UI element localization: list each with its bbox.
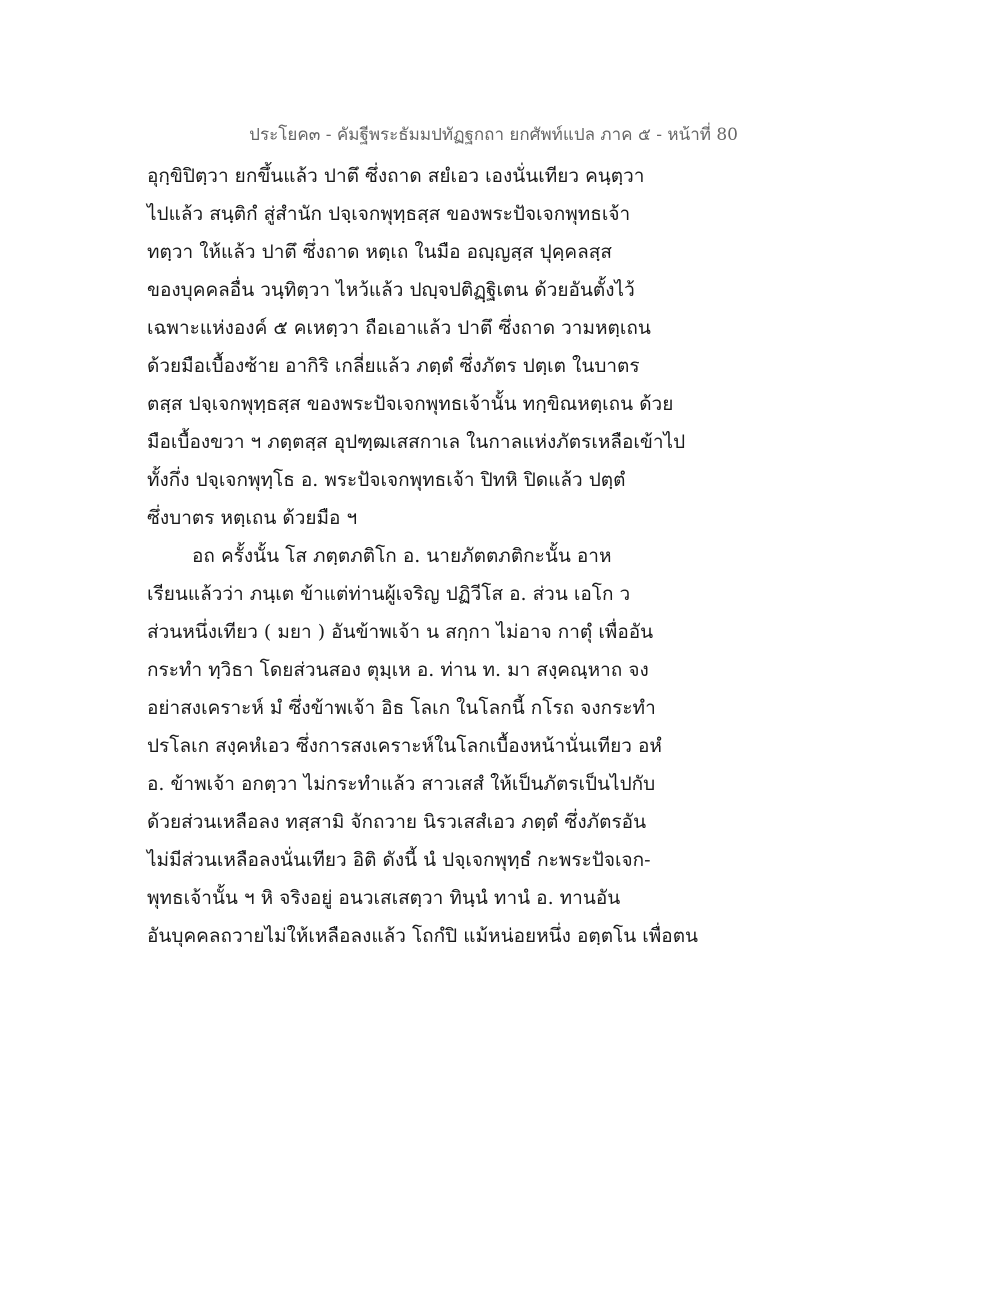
text-line: พุทธเจ้านั้น ฯ หิ จริงอยู่ อนวเสเสตฺวา ทินฺนํ ทานํ อ. ทานอัน xyxy=(147,887,621,909)
paragraph-2 xyxy=(147,537,717,955)
text-line: เฉพาะแห่งองค์ ๕ คเหตฺวา ถือเอาแล้ว ปาตึ ซึ่งถาด วามหตฺเถน xyxy=(147,317,651,339)
text-line: อถ ครั้งนั้น โส ภตฺตภติโก อ. นายภัตตภติกะนั้น อาห xyxy=(192,545,612,567)
text-line: ด้วยมือเบื้องซ้าย อากิริ เกลี่ยแล้ว ภตฺตํ ซึ่งภัตร ปตฺเต ในบาตร xyxy=(147,355,640,377)
text-line: ตสฺส ปจฺเจกพุทฺธสฺส ของพระปัจเจกพุทธเจ้านั้น ทกฺขิณหตฺเถน ด้วย xyxy=(147,393,674,415)
text-line: ด้วยส่วนเหลือลง ทสฺสามิ จักถวาย นิรวเสสํเอว ภตฺตํ ซึ่งภัตรอัน xyxy=(147,811,647,833)
text-line: อุกฺขิปิตฺวา ยกขึ้นแล้ว ปาตึ ซึ่งถาด สยํเอว เองนั่นเทียว คนฺตฺวา xyxy=(147,165,645,187)
text-line: ของบุคคลอื่น วนฺทิตฺวา ไหว้แล้ว ปญฺจปติฏฺฐิเตน ด้วยอันตั้งไว้ xyxy=(147,279,635,301)
text-line: อ. ข้าพเจ้า อกตฺวา ไม่กระทำแล้ว สาวเสสํ ให้เป็นภัตรเป็นไปกับ xyxy=(147,773,656,795)
text-line: อย่าสงเคราะห์ มํ ซึ่งข้าพเจ้า อิธ โลเก ในโลกนี้ กโรถ จงกระทำ xyxy=(147,697,656,719)
text-line: ไปแล้ว สนฺติกํ สู่สำนัก ปจฺเจกพุทฺธสฺส ของพระปัจเจกพุทธเจ้า xyxy=(147,203,631,225)
text-line: ทตฺวา ให้แล้ว ปาตึ ซึ่งถาด หตฺเถ ในมือ อญฺญสฺส ปุคฺคลสฺส xyxy=(147,241,612,263)
text-line: ส่วนหนึ่งเทียว ( มยา ) อันข้าพเจ้า น สกฺกา ไม่อาจ กาตุํ เพื่ออัน xyxy=(147,621,654,643)
text-line: ไม่มีส่วนเหลือลงนั่นเทียว อิติ ดังนี้ นํ ปจฺเจกพุทฺธํ กะพระปัจเจก- xyxy=(147,849,651,871)
text-line: ทั้งกึ่ง ปจฺเจกพุทฺโธ อ. พระปัจเจกพุทธเจ้า ปิทหิ ปิดแล้ว ปตฺตํ xyxy=(147,469,626,491)
text-line: เรียนแล้วว่า ภนฺเต ข้าแต่ท่านผู้เจริญ ปฏิวีโส อ. ส่วน เอโก ว xyxy=(147,583,631,605)
text-line: ปรโลเก สงฺคหํเอว ซึ่งการสงเคราะห์ในโลกเบื้องหน้านั่นเทียว อหํ xyxy=(147,735,662,757)
text-line: กระทำ ทฺวิธา โดยส่วนสอง ตุมฺเห อ. ท่าน ท. มา สงฺคณฺหาถ จง xyxy=(147,659,649,681)
text-line: ซึ่งบาตร หตฺเถน ด้วยมือ ฯ xyxy=(147,507,358,529)
body-text xyxy=(147,157,717,955)
running-header: ประโยค๓ - คัมฐีพระธัมมปทัฏฐกถา ยกศัพท์แปล ภาค ๕ - หน้าที่ 80 xyxy=(249,125,738,145)
paragraph-1 xyxy=(147,157,717,537)
text-line: มือเบื้องขวา ฯ ภตฺตสฺส อุปฑฺฒเสสกาเล ในกาลแห่งภัตรเหลือเข้าไป xyxy=(147,431,686,453)
text-line: อันบุคคลถวายไม่ให้เหลือลงแล้ว โถกํปิ แม้หน่อยหนึ่ง อตฺตโน เพื่อตน xyxy=(147,925,699,947)
